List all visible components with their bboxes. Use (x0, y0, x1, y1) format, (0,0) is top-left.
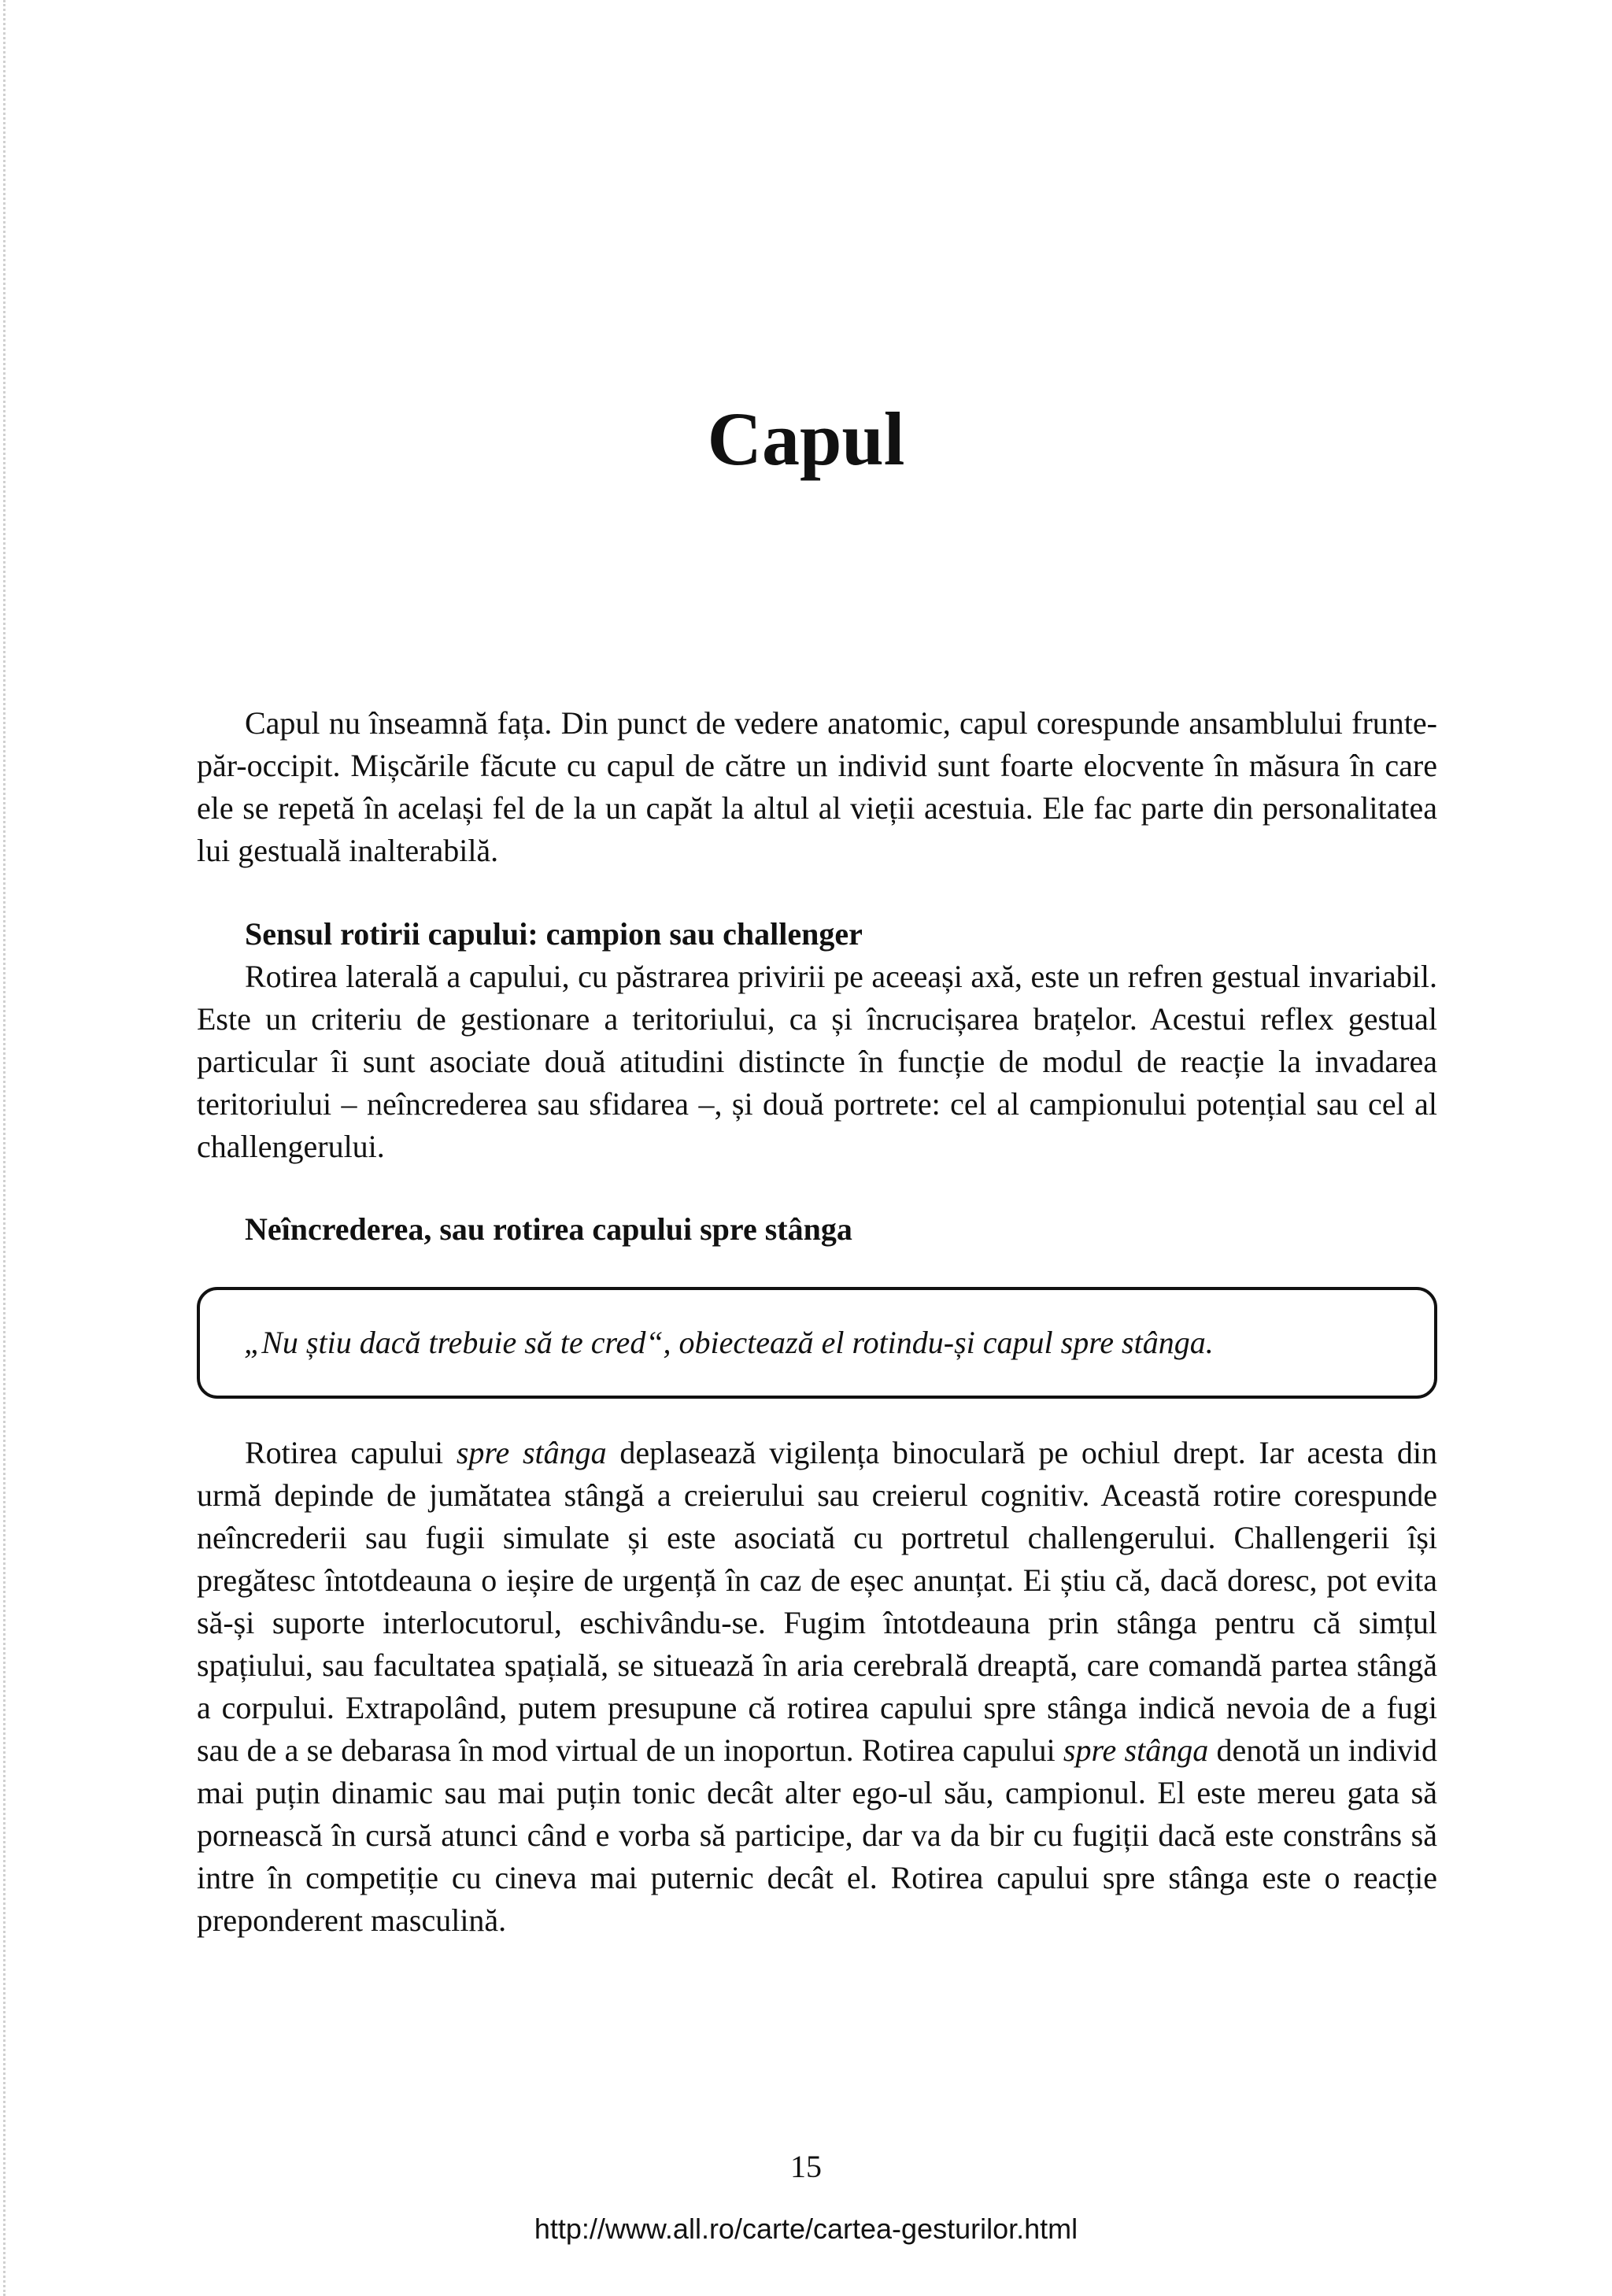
intro-paragraph: Capul nu înseamnă fața. Din punct de vedere anatomic, capul corespunde ansamblului frunte-păr-occipit. Mișcările făcute cu capul de către un individ sunt foarte elocvente în măsura în care ele se repetă în același fel de la un capăt la altul al vieții acestuia. Ele fac parte din personalitatea lui gestuală inalterabilă. (197, 705, 1437, 868)
page-edge-rule (3, 0, 6, 2296)
paragraph-italic-phrase: spre stânga (456, 1435, 607, 1470)
paragraph-italic-phrase: spre stânga (1063, 1732, 1209, 1768)
section-heading-neincredere: Neîncrederea, sau rotirea capului spre stânga (245, 1211, 852, 1247)
footer-url: http://www.all.ro/carte/cartea-gesturilor.html (534, 2213, 1078, 2245)
section-heading-campion-challenger: Sensul rotirii capului: campion sau challenger (245, 916, 863, 952)
quote-text: „Nu știu dacă trebuie să te cred“, obiectează el rotindu-și capul spre stânga. (244, 1325, 1214, 1360)
body-text (197, 702, 1437, 1942)
page-number: 15 (790, 2149, 822, 2184)
section-paragraph-rotation: Rotirea laterală a capului, cu păstrarea privirii pe aceeași axă, este un refren gestual invariabil. Este un criteriu de gestionare a teritoriului, ca și încrucișarea brațelor. Acestui reflex gestual particular îi sunt asociate două atitudini distincte în funcție de modul de reacție la invadarea teritoriului – neîncrederea sau sfidarea –, și două portrete: cel al campionului potențial sau cel al challengerului. (197, 959, 1437, 1164)
quote-box (197, 1287, 1437, 1399)
paragraph-text-part: Rotirea capului (245, 1435, 457, 1470)
paragraph-text-part: deplasează vigilența binoculară pe ochiul drept. Iar acesta din urmă depinde de jumătatea stângă a creierului sau creierul cognitiv. Această rotire corespunde neîncrederii sau fugii simulate și este asociată cu portretul challengerului. Challengerii își pregătesc întotdeauna o ieșire de urgență în caz de eșec anunțat. Ei știu că, dacă doresc, pot evita să-și suporte interlocutorul, eschivându-se. Fugim întotdeauna prin stânga pentru că simțul spațiului, sau facultatea spațială, se situează în aria cerebrală dreaptă, care comandă partea stângă a corpului. Extrapolând, putem presupune că rotirea capului spre stânga indică nevoia de a fugi sau de a se debarasa în mod virtual de un inoportun. Rotirea capului (197, 1435, 1437, 1768)
chapter-title: Capul (707, 397, 905, 481)
section-paragraph-left-rotation (197, 1432, 1437, 1942)
paragraph-text-part: denotă un individ mai puțin dinamic sau mai puțin tonic decât alter ego-ul său, campionul. El este mereu gata să pornească în cursă atunci când e vorba să participe, dar va da bir cu fugiții dacă este constrâns să intre în competiție cu cineva mai puternic decât el. Rotirea capului spre stânga este o reacție preponderent masculină. (197, 1732, 1437, 1938)
